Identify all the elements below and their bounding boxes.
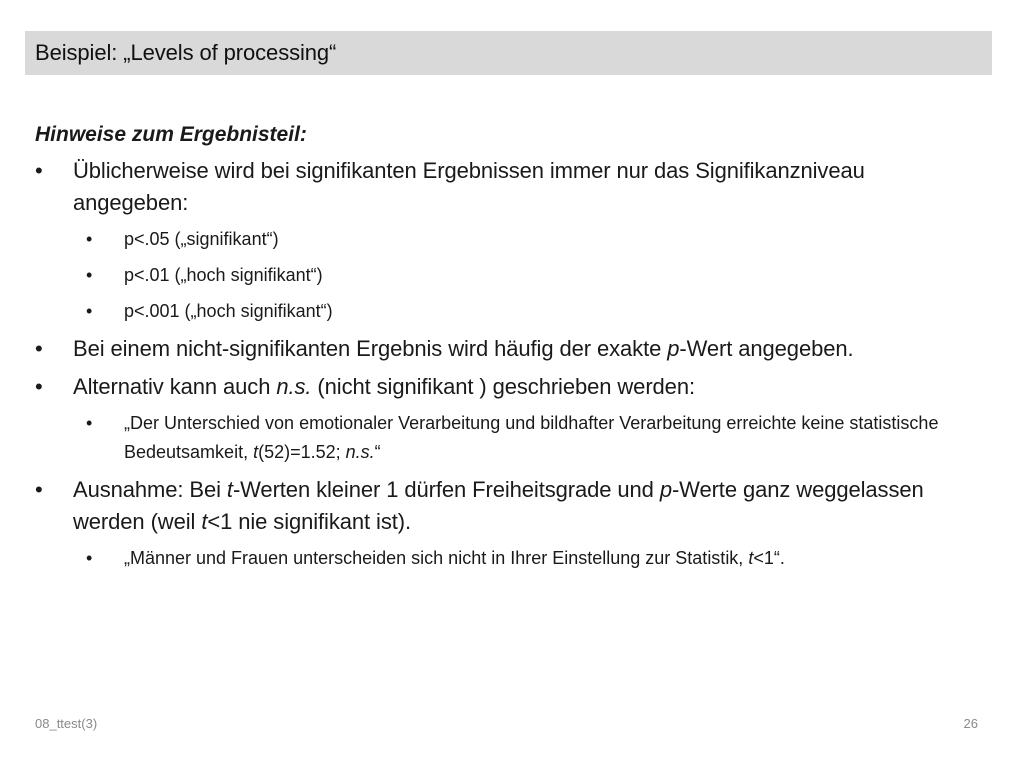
bullet-icon: • <box>86 548 93 568</box>
sub-bullet-text: p<.01 („hoch signifikant“) <box>124 265 323 285</box>
section-heading: Hinweise zum Ergebnisteil: <box>35 123 307 146</box>
bullet-icon: • <box>35 374 43 399</box>
quote-italic-ns: n.s. <box>345 442 375 462</box>
sub-bullet-quote-2 <box>35 544 975 573</box>
bullet-icon: • <box>86 413 93 433</box>
bullet-icon: • <box>86 265 93 285</box>
bullet-item-2-italic: p <box>667 336 680 361</box>
bullet-item-4-text-a: Ausnahme: Bei <box>73 477 227 502</box>
bullet-item-2-text-b: -Wert angegeben. <box>679 336 854 361</box>
bullet-item-4 <box>35 474 975 538</box>
footer-filename: 08_ttest(3) <box>35 716 98 731</box>
bullet-icon: • <box>86 229 93 249</box>
bullet-icon: • <box>35 158 43 183</box>
page-number: 26 <box>963 716 978 731</box>
bullet-icon: • <box>86 301 93 321</box>
sub-bullet-item <box>35 225 975 254</box>
sub-bullet-text: p<.05 („signifikant“) <box>124 229 279 249</box>
bullet-item-3-italic: n.s. <box>276 374 312 399</box>
quote2-text-b: <1“. <box>753 548 785 568</box>
sub-bullet-text: p<.001 („hoch signifikant“) <box>124 301 333 321</box>
bullet-item-1-text: Üblicherweise wird bei signifikanten Ergebnissen immer nur das Signifikanzniveau angegeben: <box>73 158 865 215</box>
bullet-item-4-text-d: <1 nie signifikant ist). <box>207 509 411 534</box>
slide-title: Beispiel: „Levels of processing“ <box>35 40 337 65</box>
bullet-item-4-text-b: -Werten kleiner 1 dürfen Freiheitsgrade und <box>232 477 660 502</box>
quote-text-a: „Der Unterschied von emotionaler Verarbeitung und bildhafter Verarbeitung erreichte keine statistische Bedeutsamkeit, <box>124 413 939 462</box>
bullet-item-2 <box>35 333 975 365</box>
slide-title-bar <box>25 31 992 75</box>
bullet-item-4-italic-t: t <box>226 477 233 502</box>
bullet-item-4-italic-p: p <box>659 477 672 502</box>
quote-text-c: “ <box>374 442 381 462</box>
bullet-icon: • <box>35 336 43 361</box>
bullet-item-3-text-a: Alternativ kann auch <box>73 374 277 399</box>
bullet-item-3-text-b: (nicht signifikant ) geschrieben werden: <box>311 374 695 399</box>
quote2-italic-t: t <box>748 548 754 568</box>
quote-italic-t: t <box>253 442 259 462</box>
quote-text-b: (52)=1.52; <box>258 442 346 462</box>
bullet-item-3 <box>35 371 975 403</box>
quote2-text-a: „Männer und Frauen unterscheiden sich nicht in Ihrer Einstellung zur Statistik, <box>124 548 749 568</box>
sub-bullet-quote-1 <box>35 409 975 467</box>
bullet-icon: • <box>35 477 43 502</box>
bullet-item-1 <box>35 155 975 219</box>
bullet-item-4-text-c: -Werte ganz weggelassen werden (weil <box>73 477 924 534</box>
slide-content <box>35 119 975 580</box>
sub-bullet-item <box>35 261 975 290</box>
sub-bullet-item <box>35 297 975 326</box>
bullet-item-4-italic-t2: t <box>201 509 208 534</box>
bullet-item-2-text-a: Bei einem nicht-signifikanten Ergebnis wird häufig der exakte <box>73 336 668 361</box>
